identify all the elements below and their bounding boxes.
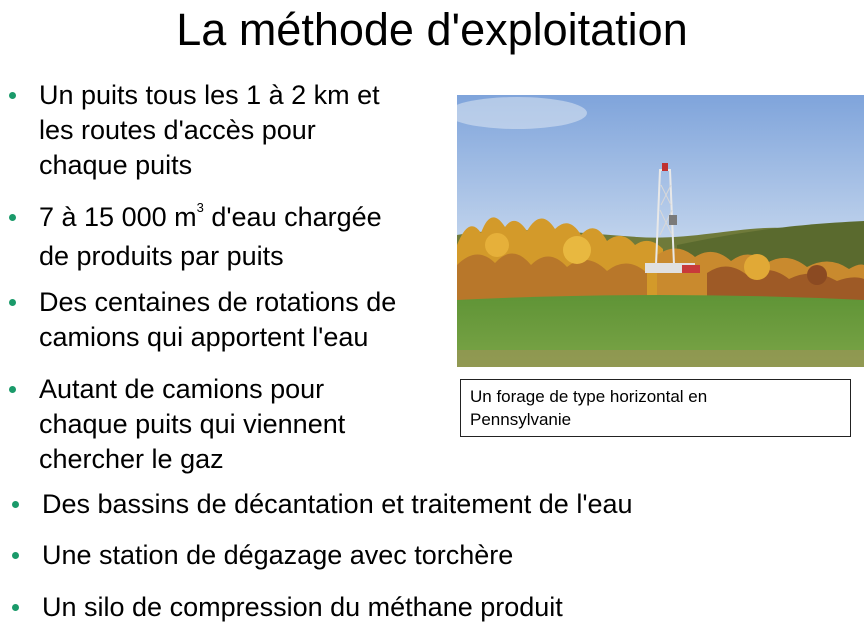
bullet-line — [39, 200, 382, 239]
bullet-item — [42, 487, 633, 522]
superscript: 3 — [196, 200, 204, 215]
bullet-line: Des bassins de décantation et traitement de l'eau — [42, 489, 633, 519]
bullet-line: chercher le gaz — [39, 444, 224, 474]
drilling-rig-photo-icon — [457, 95, 864, 367]
bullet-item — [39, 200, 382, 274]
bullet-line: Un puits tous les 1 à 2 km et — [39, 80, 380, 110]
bullet-text: 7 à 15 000 m — [39, 202, 197, 232]
bullet-dot — [12, 552, 19, 559]
bullet-line: Un silo de compression du méthane produit — [42, 592, 563, 622]
bullet-item — [39, 372, 345, 477]
bullet-dot — [9, 92, 16, 99]
bullet-dot — [9, 386, 16, 393]
caption-line: Pennsylvanie — [470, 410, 572, 429]
bullet-line: Autant de camions pour — [39, 374, 325, 404]
bullet-item — [42, 538, 513, 573]
bullet-item — [39, 78, 380, 183]
drilling-rig-photo — [457, 95, 864, 367]
bullet-item — [39, 285, 396, 355]
bullet-line: Une station de dégazage avec torchère — [42, 540, 514, 570]
bullet-line: chaque puits — [39, 150, 193, 180]
bullet-dot — [9, 299, 16, 306]
bullet-item — [42, 590, 563, 625]
bullet-dot — [9, 214, 16, 221]
photo-caption — [460, 379, 851, 437]
bullet-line: Des centaines de rotations de — [39, 287, 397, 317]
caption-line: Un forage de type horizontal en — [470, 387, 708, 406]
bullet-line: les routes d'accès pour — [39, 115, 316, 145]
bullet-dot — [12, 604, 19, 611]
bullet-dot — [12, 501, 19, 508]
bullet-line: chaque puits qui viennent — [39, 409, 346, 439]
bullet-text: d'eau chargée — [203, 202, 382, 232]
bullet-line: camions qui apportent l'eau — [39, 322, 369, 352]
slide-title: La méthode d'exploitation — [176, 4, 688, 55]
bullet-line: de produits par puits — [39, 241, 284, 271]
